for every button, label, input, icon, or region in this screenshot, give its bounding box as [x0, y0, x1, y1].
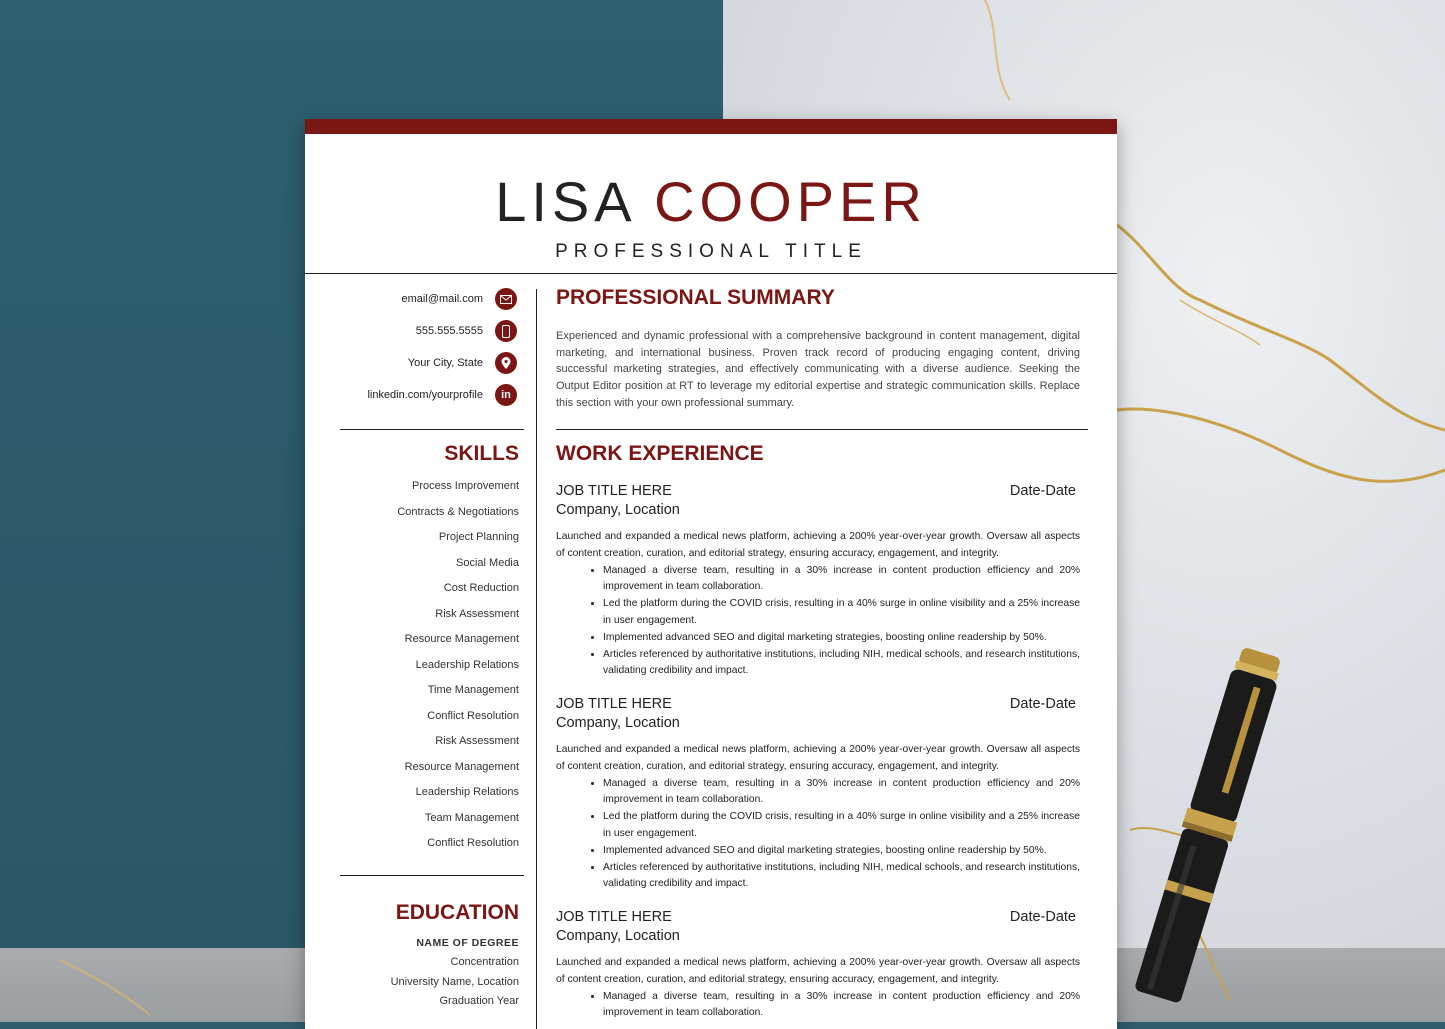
phone-text: 555.555.5555	[415, 325, 483, 337]
skills-list	[397, 474, 519, 857]
summary-text: Experienced and dynamic professional with a comprehensive background in content management, digital marketing, and international business. Proven track record of producing engaging content, driving successful marketing strategies, and effectively communicating with a diverse audience. Seeking the Output Editor position at RT to leverage my editorial expertise and strategic communication skills. Replace this section with your own professional summary.	[556, 330, 1080, 409]
job-bullets	[556, 989, 1080, 1023]
education-block	[391, 934, 519, 1011]
job-title: JOB TITLE HERE	[556, 909, 672, 925]
summary-divider	[556, 429, 1088, 430]
job-bullet: • Articles referenced by authoritative institutions, including NIH, medical schools, and research institutions, validating credibility and impact.	[603, 860, 1080, 894]
skill-item: Process Improvement	[412, 480, 519, 492]
skill-item: Conflict Resolution	[427, 837, 519, 849]
contact-email	[402, 287, 517, 311]
skill-item: Time Management	[427, 684, 519, 696]
last-name: COOPER	[654, 170, 927, 233]
job-description: Launched and expanded a medical news platform, achieving a 200% year-over-year growth. Oversaw all aspects of content creation, curation, and editorial strategy, ensuring accuracy, engagement, and integrity.	[556, 531, 1080, 559]
header-divider	[305, 273, 1117, 274]
skill-item: Conflict Resolution	[427, 709, 519, 722]
job-bullet: • Managed a diverse team, resulting in a 30% increase in content production efficiency and 20% improvement in team collaboration.	[603, 989, 1080, 1023]
job-title: JOB TITLE HERE	[556, 696, 672, 712]
job-bullet: • Articles referenced by authoritative institutions, including NIH, medical schools, and research institutions, validating credibility and impact.	[603, 647, 1080, 681]
experience-heading: WORK EXPERIENCE	[556, 442, 764, 465]
contact-linkedin	[367, 383, 517, 407]
phone-icon	[495, 320, 517, 342]
summary-heading: PROFESSIONAL SUMMARY	[556, 286, 835, 309]
university: University Name, Location	[390, 975, 519, 988]
job-bullet: • Implemented advanced SEO and digital marketing strategies, boosting online readership by 50%.	[603, 630, 1080, 647]
skill-item: Resource Management	[404, 633, 519, 645]
job-description: Launched and expanded a medical news platform, achieving a 200% year-over-year growth. Oversaw all aspects of content creation, curation, and editorial strategy, ensuring accuracy, engagement, and integrity.	[556, 744, 1080, 772]
linkedin-icon: in	[495, 384, 517, 406]
job-entry	[556, 483, 1080, 680]
contact-phone	[416, 319, 517, 343]
job-bullets	[556, 776, 1080, 894]
job-bullet: • Led the platform during the COVID crisis, resulting in a 40% surge in online visibility and a 25% increase in user engagement.	[603, 596, 1080, 630]
skill-item: Cost Reduction	[443, 582, 519, 594]
fountain-pen	[1100, 640, 1320, 1022]
resume-page	[305, 119, 1117, 1029]
job-company: Company, Location	[556, 715, 680, 731]
job-company: Company, Location	[556, 502, 680, 518]
job-bullet: • Managed a diverse team, resulting in a 30% increase in content production efficiency and 20% improvement in team collaboration.	[603, 776, 1080, 810]
job-bullet: • Implemented advanced SEO and digital marketing strategies, boosting online readership by 50%.	[603, 843, 1080, 860]
first-name: LISA	[495, 170, 634, 233]
skills-divider	[340, 875, 524, 876]
contact-divider	[340, 429, 524, 430]
education-heading: EDUCATION	[395, 901, 519, 924]
location-text: Your City, State	[407, 357, 483, 369]
skill-item: Team Management	[424, 811, 519, 824]
accent-bar	[305, 119, 1117, 134]
column-divider	[536, 289, 537, 1029]
skill-item: Social Media	[456, 556, 519, 569]
job-bullet: • Managed a diverse team, resulting in a 30% increase in content production efficiency and 20% improvement in team collaboration.	[603, 563, 1080, 597]
job-entry	[556, 696, 1080, 893]
email-text[interactable]: email@mail.com	[401, 293, 483, 305]
job-dates: Date-Date	[1009, 483, 1076, 499]
job-dates: Date-Date	[1009, 909, 1076, 925]
job-bullet: • Led the platform during the COVID crisis, resulting in a 40% surge in online visibility and a 25% increase in user engagement.	[603, 809, 1080, 843]
skill-item: Risk Assessment	[435, 735, 519, 747]
graduation-year: Graduation Year	[439, 994, 519, 1007]
concentration: Concentration	[450, 956, 519, 969]
job-bullets	[556, 563, 1080, 681]
degree-name: NAME OF DEGREE	[416, 937, 519, 949]
envelope-icon	[495, 288, 517, 310]
professional-title: PROFESSIONAL TITLE	[555, 241, 867, 262]
job-company: Company, Location	[556, 928, 680, 944]
job-entry	[556, 909, 1080, 1022]
skill-item: Resource Management	[404, 760, 519, 773]
job-dates: Date-Date	[1009, 696, 1076, 712]
map-pin-icon	[495, 352, 517, 374]
job-description: Launched and expanded a medical news platform, achieving a 200% year-over-year growth. Oversaw all aspects of content creation, curation, and editorial strategy, ensuring accuracy, engagement, and integrity.	[556, 957, 1080, 985]
candidate-name	[305, 169, 1117, 234]
skill-item: Leadership Relations	[415, 658, 519, 671]
skill-item: Project Planning	[438, 531, 519, 543]
linkedin-text[interactable]: linkedin.com/yourprofile	[367, 389, 483, 401]
skill-item: Leadership Relations	[415, 786, 519, 798]
skill-item: Risk Assessment	[435, 607, 519, 620]
skill-item: Contracts & Negotiations	[397, 505, 519, 518]
skills-heading: SKILLS	[444, 442, 519, 465]
job-title: JOB TITLE HERE	[556, 483, 672, 499]
contact-location	[408, 351, 517, 375]
